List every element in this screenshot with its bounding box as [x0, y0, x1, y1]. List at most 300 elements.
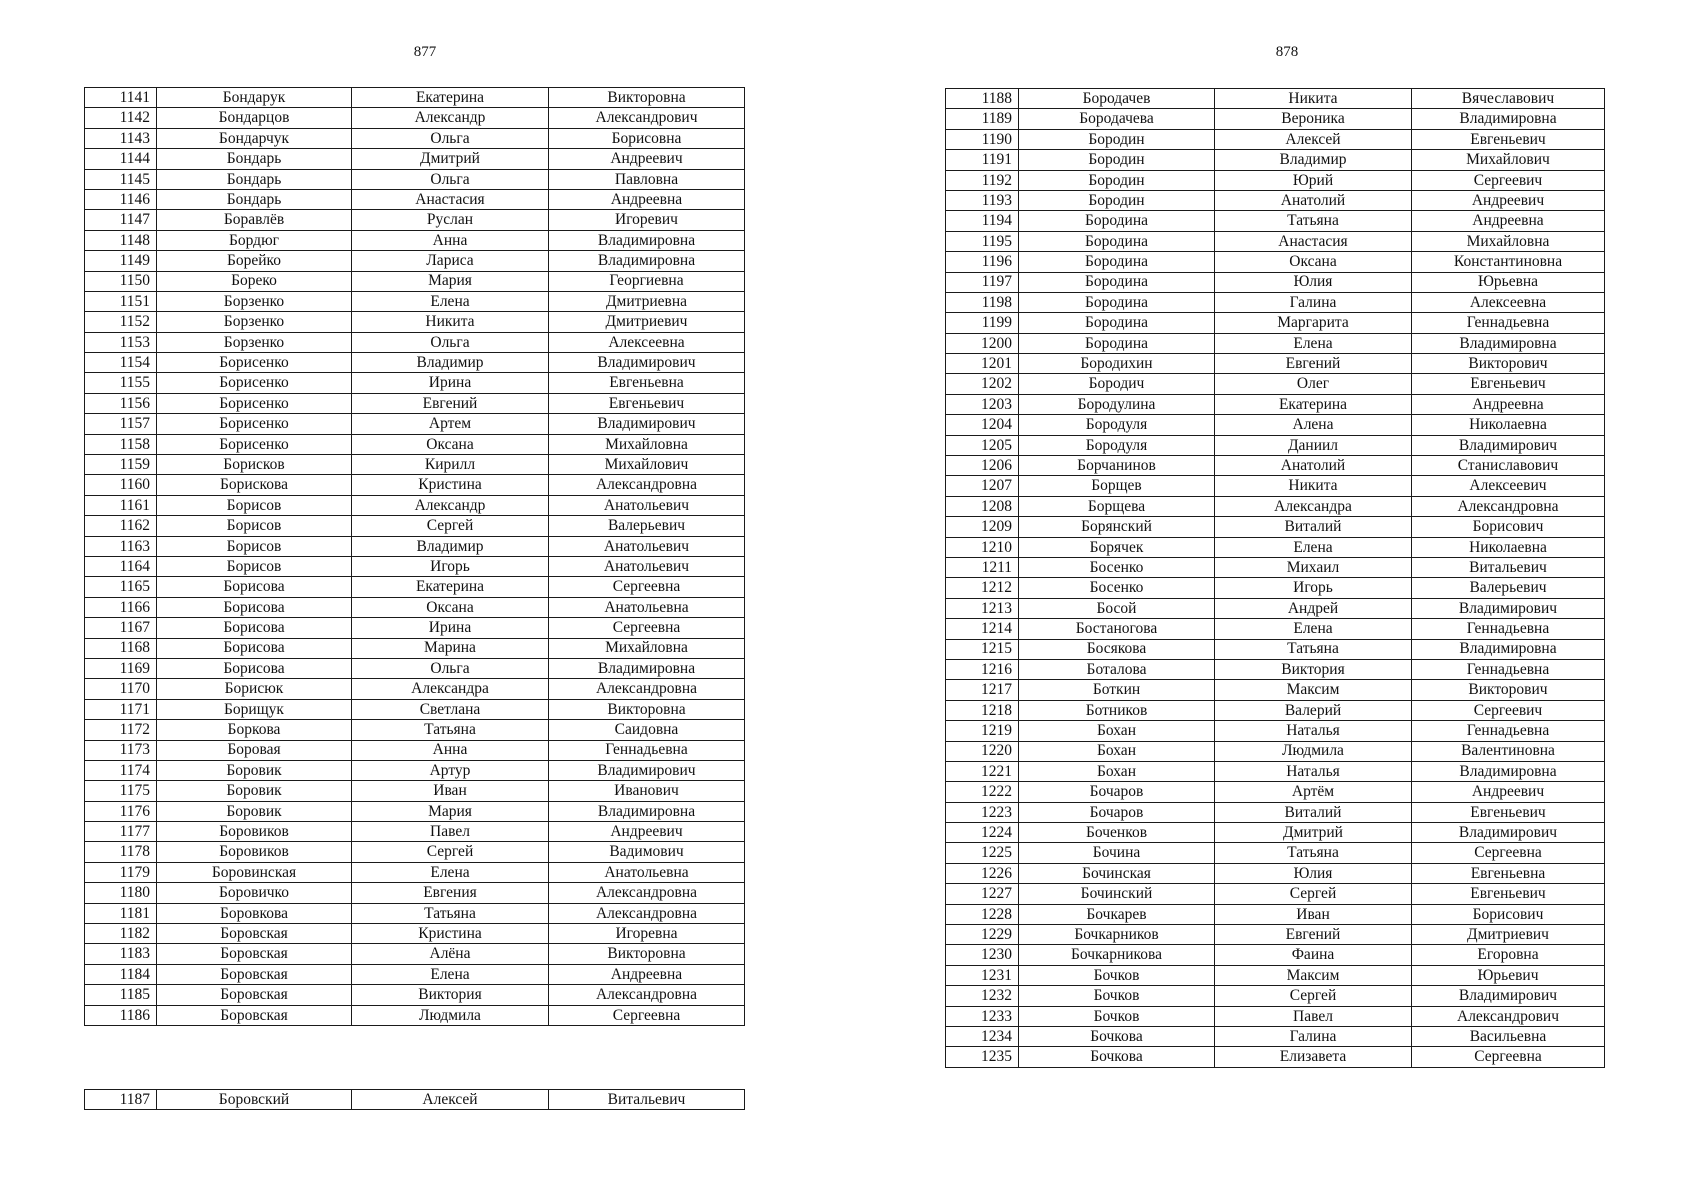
- surname-cell: Бочкова: [1019, 1026, 1215, 1046]
- first-name-cell: Владимир: [352, 536, 549, 556]
- table-row: [85, 638, 745, 658]
- first-name-cell: Александра: [1215, 496, 1412, 516]
- surname-cell: Бородихин: [1019, 354, 1215, 374]
- first-name-cell: Виктория: [352, 985, 549, 1005]
- table-row: [85, 291, 745, 311]
- row-number: 1167: [85, 618, 157, 638]
- patronymic-cell: Михайлович: [1412, 150, 1605, 170]
- surname-cell: Боровинская: [157, 862, 352, 882]
- first-name-cell: Валерий: [1215, 700, 1412, 720]
- patronymic-cell: Сергеевна: [549, 1005, 745, 1025]
- surname-cell: Борисов: [157, 556, 352, 576]
- first-name-cell: Мария: [352, 801, 549, 821]
- table-row: [85, 1005, 745, 1025]
- table-row: [946, 252, 1605, 272]
- first-name-cell: Руслан: [352, 210, 549, 230]
- first-name-cell: Юлия: [1215, 272, 1412, 292]
- first-name-cell: Виталий: [1215, 517, 1412, 537]
- patronymic-cell: Михайловна: [1412, 231, 1605, 251]
- patronymic-cell: Викторович: [1412, 354, 1605, 374]
- table-row: [85, 189, 745, 209]
- row-number: 1199: [946, 313, 1019, 333]
- surname-cell: Бореко: [157, 271, 352, 291]
- row-number: 1202: [946, 374, 1019, 394]
- row-number: 1191: [946, 150, 1019, 170]
- patronymic-cell: Станиславович: [1412, 456, 1605, 476]
- patronymic-cell: Дмитриевич: [549, 312, 745, 332]
- row-number: 1216: [946, 659, 1019, 679]
- patronymic-cell: Николаевна: [1412, 537, 1605, 557]
- surname-cell: Борискова: [157, 475, 352, 495]
- first-name-cell: Галина: [1215, 1026, 1412, 1046]
- first-name-cell: Евгений: [1215, 925, 1412, 945]
- first-name-cell: Юрий: [1215, 170, 1412, 190]
- surname-cell: Бочинский: [1019, 884, 1215, 904]
- table-row: [85, 108, 745, 128]
- table-row: [85, 822, 745, 842]
- first-name-cell: Ольга: [352, 169, 549, 189]
- surname-cell: Бородуля: [1019, 435, 1215, 455]
- first-name-cell: Оксана: [1215, 252, 1412, 272]
- first-name-cell: Маргарита: [1215, 313, 1412, 333]
- first-name-cell: Александра: [352, 679, 549, 699]
- table-row: [85, 964, 745, 984]
- row-number: 1173: [85, 740, 157, 760]
- patronymic-cell: Владимировна: [549, 801, 745, 821]
- row-number: 1229: [946, 925, 1019, 945]
- patronymic-cell: Владимирович: [1412, 986, 1605, 1006]
- surname-cell: Борисов: [157, 536, 352, 556]
- row-number: 1186: [85, 1005, 157, 1025]
- table-row: [85, 128, 745, 148]
- row-number: 1213: [946, 598, 1019, 618]
- patronymic-cell: Андреевна: [1412, 211, 1605, 231]
- first-name-cell: Никита: [1215, 476, 1412, 496]
- table-row: [85, 210, 745, 230]
- patronymic-cell: Алексеевна: [549, 332, 745, 352]
- names-table: [84, 87, 745, 1026]
- table-row: [85, 781, 745, 801]
- row-number: 1151: [85, 291, 157, 311]
- names-table-continuation: [84, 1089, 745, 1110]
- surname-cell: Бородина: [1019, 333, 1215, 353]
- table-row: [85, 577, 745, 597]
- patronymic-cell: Анатольевич: [549, 536, 745, 556]
- first-name-cell: Максим: [1215, 680, 1412, 700]
- surname-cell: Боровик: [157, 760, 352, 780]
- first-name-cell: Людмила: [352, 1005, 549, 1025]
- patronymic-cell: Евгеньевич: [1412, 802, 1605, 822]
- surname-cell: Борщева: [1019, 496, 1215, 516]
- patronymic-cell: Геннадьевна: [549, 740, 745, 760]
- first-name-cell: Ольга: [352, 128, 549, 148]
- surname-cell: Бондарь: [157, 169, 352, 189]
- patronymic-cell: Вячеславович: [1412, 89, 1605, 109]
- row-number: 1178: [85, 842, 157, 862]
- first-name-cell: Наталья: [1215, 721, 1412, 741]
- first-name-cell: Алёна: [352, 944, 549, 964]
- table-row: [946, 456, 1605, 476]
- row-number: 1225: [946, 843, 1019, 863]
- row-number: 1155: [85, 373, 157, 393]
- table-row: [946, 578, 1605, 598]
- table-row: [946, 394, 1605, 414]
- table-row: [85, 414, 745, 434]
- patronymic-cell: Сергеевна: [1412, 1047, 1605, 1067]
- first-name-cell: Артур: [352, 760, 549, 780]
- row-number: 1156: [85, 393, 157, 413]
- surname-cell: Борейко: [157, 251, 352, 271]
- first-name-cell: Олег: [1215, 374, 1412, 394]
- row-number: 1150: [85, 271, 157, 291]
- row-number: 1164: [85, 556, 157, 576]
- surname-cell: Боровский: [157, 1090, 352, 1110]
- surname-cell: Борисюк: [157, 679, 352, 699]
- row-number: 1180: [85, 883, 157, 903]
- patronymic-cell: Васильевна: [1412, 1026, 1605, 1046]
- row-number: 1171: [85, 699, 157, 719]
- row-number: 1232: [946, 986, 1019, 1006]
- surname-cell: Бородина: [1019, 211, 1215, 231]
- row-number: 1224: [946, 823, 1019, 843]
- patronymic-cell: Владимировна: [549, 251, 745, 271]
- surname-cell: Бочкарникова: [1019, 945, 1215, 965]
- row-number: 1198: [946, 292, 1019, 312]
- first-name-cell: Марина: [352, 638, 549, 658]
- surname-cell: Бочаров: [1019, 802, 1215, 822]
- patronymic-cell: Сергеевич: [1412, 170, 1605, 190]
- patronymic-cell: Иванович: [549, 781, 745, 801]
- table-row: [946, 925, 1605, 945]
- patronymic-cell: Андреевна: [1412, 394, 1605, 414]
- surname-cell: Бородин: [1019, 150, 1215, 170]
- row-number: 1214: [946, 619, 1019, 639]
- surname-cell: Боровиков: [157, 822, 352, 842]
- row-number: 1193: [946, 190, 1019, 210]
- row-number: 1206: [946, 456, 1019, 476]
- surname-cell: Бондарук: [157, 88, 352, 108]
- patronymic-cell: Николаевна: [1412, 415, 1605, 435]
- surname-cell: Боровская: [157, 944, 352, 964]
- row-number: 1154: [85, 353, 157, 373]
- row-number: 1211: [946, 557, 1019, 577]
- row-number: 1177: [85, 822, 157, 842]
- first-name-cell: Татьяна: [1215, 639, 1412, 659]
- surname-cell: Бородин: [1019, 190, 1215, 210]
- table-row: [946, 109, 1605, 129]
- row-number: 1144: [85, 149, 157, 169]
- first-name-cell: Сергей: [352, 516, 549, 536]
- surname-cell: Бохан: [1019, 741, 1215, 761]
- table-row: [85, 251, 745, 271]
- patronymic-cell: Анатольевна: [549, 597, 745, 617]
- table-row: [946, 1026, 1605, 1046]
- patronymic-cell: Владимировна: [549, 658, 745, 678]
- page-number: 878: [1275, 44, 1299, 60]
- surname-cell: Босой: [1019, 598, 1215, 618]
- first-name-cell: Фаина: [1215, 945, 1412, 965]
- row-number: 1174: [85, 760, 157, 780]
- patronymic-cell: Александрович: [1412, 1006, 1605, 1026]
- first-name-cell: Владимир: [352, 353, 549, 373]
- row-number: 1147: [85, 210, 157, 230]
- patronymic-cell: Викторович: [1412, 680, 1605, 700]
- row-number: 1203: [946, 394, 1019, 414]
- surname-cell: Бочков: [1019, 1006, 1215, 1026]
- first-name-cell: Алексей: [352, 1090, 549, 1110]
- surname-cell: Борзенко: [157, 291, 352, 311]
- surname-cell: Борисова: [157, 658, 352, 678]
- patronymic-cell: Викторовна: [549, 88, 745, 108]
- patronymic-cell: Александровна: [549, 883, 745, 903]
- surname-cell: Бочков: [1019, 965, 1215, 985]
- row-number: 1184: [85, 964, 157, 984]
- patronymic-cell: Геннадьевна: [1412, 721, 1605, 741]
- row-number: 1146: [85, 189, 157, 209]
- surname-cell: Борисков: [157, 455, 352, 475]
- surname-cell: Боровая: [157, 740, 352, 760]
- table-row: [85, 944, 745, 964]
- first-name-cell: Алексей: [1215, 129, 1412, 149]
- row-number: 1181: [85, 903, 157, 923]
- row-number: 1222: [946, 782, 1019, 802]
- row-number: 1145: [85, 169, 157, 189]
- row-number: 1215: [946, 639, 1019, 659]
- surname-cell: Бондарь: [157, 149, 352, 169]
- first-name-cell: Евгения: [352, 883, 549, 903]
- first-name-cell: Дмитрий: [1215, 823, 1412, 843]
- row-number: 1217: [946, 680, 1019, 700]
- table-row: [85, 903, 745, 923]
- first-name-cell: Иван: [1215, 904, 1412, 924]
- table-row: [946, 231, 1605, 251]
- patronymic-cell: Евгеньевич: [1412, 374, 1605, 394]
- row-number: 1182: [85, 924, 157, 944]
- table-row: [85, 149, 745, 169]
- table-row: [946, 333, 1605, 353]
- surname-cell: Борисенко: [157, 393, 352, 413]
- surname-cell: Борисова: [157, 618, 352, 638]
- table-row: [85, 393, 745, 413]
- patronymic-cell: Дмитриевич: [1412, 925, 1605, 945]
- patronymic-cell: Андреевич: [549, 149, 745, 169]
- first-name-cell: Дмитрий: [352, 149, 549, 169]
- first-name-cell: Сергей: [1215, 986, 1412, 1006]
- surname-cell: Боровская: [157, 964, 352, 984]
- surname-cell: Бородина: [1019, 313, 1215, 333]
- table-row: [946, 965, 1605, 985]
- surname-cell: Бондарчук: [157, 128, 352, 148]
- first-name-cell: Ольга: [352, 332, 549, 352]
- first-name-cell: Игорь: [1215, 578, 1412, 598]
- patronymic-cell: Константиновна: [1412, 252, 1605, 272]
- row-number: 1188: [946, 89, 1019, 109]
- surname-cell: Бородулина: [1019, 394, 1215, 414]
- surname-cell: Борисов: [157, 516, 352, 536]
- patronymic-cell: Владимировна: [1412, 761, 1605, 781]
- first-name-cell: Елена: [1215, 333, 1412, 353]
- surname-cell: Бохан: [1019, 721, 1215, 741]
- table-row: [85, 169, 745, 189]
- surname-cell: Босенко: [1019, 557, 1215, 577]
- row-number: 1142: [85, 108, 157, 128]
- first-name-cell: Анастасия: [1215, 231, 1412, 251]
- first-name-cell: Павел: [352, 822, 549, 842]
- patronymic-cell: Александровна: [549, 903, 745, 923]
- row-number: 1143: [85, 128, 157, 148]
- patronymic-cell: Андреевна: [549, 189, 745, 209]
- first-name-cell: Ирина: [352, 618, 549, 638]
- patronymic-cell: Владимировна: [1412, 109, 1605, 129]
- table-row: [946, 700, 1605, 720]
- surname-cell: Бочкарников: [1019, 925, 1215, 945]
- first-name-cell: Александр: [352, 108, 549, 128]
- first-name-cell: Кирилл: [352, 455, 549, 475]
- row-number: 1149: [85, 251, 157, 271]
- surname-cell: Боталова: [1019, 659, 1215, 679]
- patronymic-cell: Александровна: [549, 985, 745, 1005]
- row-number: 1175: [85, 781, 157, 801]
- first-name-cell: Андрей: [1215, 598, 1412, 618]
- table-row: [946, 415, 1605, 435]
- patronymic-cell: Геннадьевна: [1412, 659, 1605, 679]
- patronymic-cell: Игоревна: [549, 924, 745, 944]
- surname-cell: Бочаров: [1019, 782, 1215, 802]
- first-name-cell: Анна: [352, 740, 549, 760]
- table-row: [946, 517, 1605, 537]
- first-name-cell: Елена: [352, 862, 549, 882]
- patronymic-cell: Витальевич: [1412, 557, 1605, 577]
- first-name-cell: Татьяна: [1215, 843, 1412, 863]
- patronymic-cell: Владимирович: [549, 760, 745, 780]
- surname-cell: Боровкова: [157, 903, 352, 923]
- row-number: 1207: [946, 476, 1019, 496]
- first-name-cell: Павел: [1215, 1006, 1412, 1026]
- table-row: [946, 435, 1605, 455]
- patronymic-cell: Александровна: [1412, 496, 1605, 516]
- patronymic-cell: Михайлович: [549, 455, 745, 475]
- surname-cell: Боченков: [1019, 823, 1215, 843]
- table-row: [946, 741, 1605, 761]
- table-row: [946, 884, 1605, 904]
- patronymic-cell: Павловна: [549, 169, 745, 189]
- surname-cell: Бородачева: [1019, 109, 1215, 129]
- table-row: [946, 598, 1605, 618]
- first-name-cell: Игорь: [352, 556, 549, 576]
- first-name-cell: Екатерина: [1215, 394, 1412, 414]
- table-row: [946, 659, 1605, 679]
- surname-cell: Боравлёв: [157, 210, 352, 230]
- first-name-cell: Галина: [1215, 292, 1412, 312]
- row-number: 1158: [85, 434, 157, 454]
- patronymic-cell: Владимирович: [1412, 823, 1605, 843]
- table-row: [85, 801, 745, 821]
- table-row: [85, 862, 745, 882]
- row-number: 1153: [85, 332, 157, 352]
- row-number: 1194: [946, 211, 1019, 231]
- surname-cell: Борчанинов: [1019, 456, 1215, 476]
- table-row: [85, 271, 745, 291]
- table-row: [946, 802, 1605, 822]
- row-number: 1185: [85, 985, 157, 1005]
- surname-cell: Бочков: [1019, 986, 1215, 1006]
- first-name-cell: Татьяна: [352, 903, 549, 923]
- table-row: [85, 373, 745, 393]
- patronymic-cell: Андреевич: [1412, 190, 1605, 210]
- surname-cell: Борзенко: [157, 332, 352, 352]
- surname-cell: Бочкова: [1019, 1047, 1215, 1067]
- table-row: [85, 883, 745, 903]
- patronymic-cell: Михайловна: [549, 434, 745, 454]
- first-name-cell: Светлана: [352, 699, 549, 719]
- row-number: 1165: [85, 577, 157, 597]
- patronymic-cell: Георгиевна: [549, 271, 745, 291]
- patronymic-cell: Дмитриевна: [549, 291, 745, 311]
- surname-cell: Борисенко: [157, 373, 352, 393]
- table-row: [946, 986, 1605, 1006]
- surname-cell: Бордюг: [157, 230, 352, 250]
- row-number: 1192: [946, 170, 1019, 190]
- first-name-cell: Анастасия: [352, 189, 549, 209]
- row-number: 1234: [946, 1026, 1019, 1046]
- patronymic-cell: Андреевич: [549, 822, 745, 842]
- patronymic-cell: Валерьевич: [1412, 578, 1605, 598]
- patronymic-cell: Алексеевна: [1412, 292, 1605, 312]
- row-number: 1160: [85, 475, 157, 495]
- surname-cell: Бородина: [1019, 292, 1215, 312]
- surname-cell: Борисенко: [157, 414, 352, 434]
- patronymic-cell: Викторовна: [549, 944, 745, 964]
- row-number: 1170: [85, 679, 157, 699]
- row-number: 1235: [946, 1047, 1019, 1067]
- row-number: 1141: [85, 88, 157, 108]
- surname-cell: Бородин: [1019, 170, 1215, 190]
- table-row: [85, 760, 745, 780]
- row-number: 1172: [85, 720, 157, 740]
- patronymic-cell: Евгеньевна: [1412, 863, 1605, 883]
- surname-cell: Бохан: [1019, 761, 1215, 781]
- patronymic-cell: Юрьевич: [1412, 965, 1605, 985]
- surname-cell: Боткин: [1019, 680, 1215, 700]
- table-row: [946, 89, 1605, 109]
- row-number: 1223: [946, 802, 1019, 822]
- table-row: [85, 720, 745, 740]
- surname-cell: Борисов: [157, 495, 352, 515]
- table-row: [946, 557, 1605, 577]
- first-name-cell: Даниил: [1215, 435, 1412, 455]
- surname-cell: Боркова: [157, 720, 352, 740]
- row-number: 1168: [85, 638, 157, 658]
- table-row: [85, 556, 745, 576]
- patronymic-cell: Вадимович: [549, 842, 745, 862]
- surname-cell: Борисова: [157, 577, 352, 597]
- table-row: [85, 455, 745, 475]
- first-name-cell: Никита: [1215, 89, 1412, 109]
- first-name-cell: Кристина: [352, 924, 549, 944]
- patronymic-cell: Андреевич: [1412, 782, 1605, 802]
- first-name-cell: Анатолий: [1215, 190, 1412, 210]
- first-name-cell: Елена: [1215, 537, 1412, 557]
- table-row: [85, 985, 745, 1005]
- row-number: 1166: [85, 597, 157, 617]
- surname-cell: Босенко: [1019, 578, 1215, 598]
- patronymic-cell: Алексеевич: [1412, 476, 1605, 496]
- table-row: [85, 842, 745, 862]
- surname-cell: Боровская: [157, 985, 352, 1005]
- patronymic-cell: Евгеньевна: [549, 373, 745, 393]
- first-name-cell: Кристина: [352, 475, 549, 495]
- first-name-cell: Екатерина: [352, 88, 549, 108]
